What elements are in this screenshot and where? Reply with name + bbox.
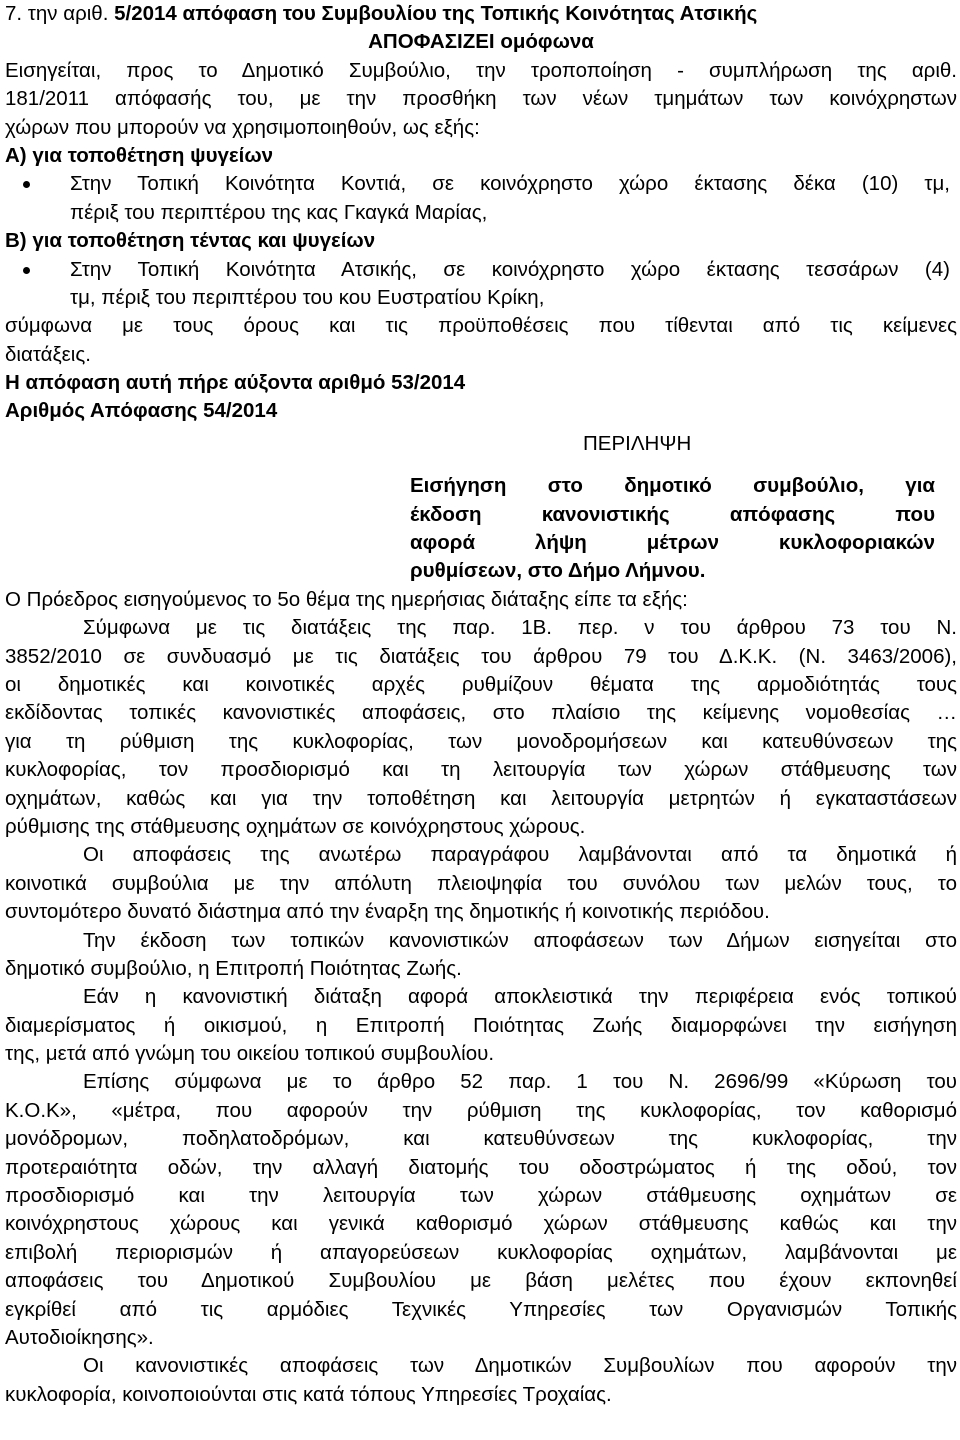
section-a-heading: Α) για τοποθέτηση ψυγείων bbox=[5, 143, 274, 167]
section-b-heading: Β) για τοποθέτηση τέντας και ψυγείων bbox=[5, 229, 376, 253]
text-line: Οι αποφάσεις της ανωτέρω παραγράφου λαμβάνονται από τα δημοτικά ή bbox=[83, 843, 957, 867]
text-line: Οι κανονιστικές αποφάσεις των Δημοτικών Συμβουλίων που αφορούν την bbox=[83, 1354, 957, 1378]
document-page bbox=[5, 0, 957, 1409]
text-line: δημοτικό συμβούλιο, η Επιτροπή Ποιότητας Ζωής. bbox=[5, 956, 462, 980]
text-line: Επίσης σύμφωνα με το άρθρο 52 παρ. 1 του Ν. 2696/99 «Κύρωση του bbox=[83, 1070, 957, 1094]
text-line: μονόδρομων, ποδηλατοδρόμων, και κατευθύνσεων της κυκλοφορίας, την bbox=[5, 1127, 957, 1151]
text-line: αποφάσεις του Δημοτικού Συμβουλίου με βάση μελέτες που έχουν εκπονηθεί bbox=[5, 1269, 957, 1293]
summary-block bbox=[410, 472, 935, 586]
bullet-icon bbox=[23, 181, 30, 188]
item-number: 7. την αριθ. bbox=[5, 2, 109, 25]
text-line: διατάξεις. bbox=[5, 342, 91, 366]
item-heading-text: 5/2014 απόφαση του Συμβουλίου της Τοπικής Κοινότητας Ατσικής bbox=[114, 2, 758, 25]
text-line: Αυτοδιοίκησης». bbox=[5, 1325, 154, 1349]
summary-title: ΠΕΡΙΛΗΨΗ bbox=[583, 431, 692, 455]
text-line: κυκλοφορία, κοινοποιούνται στις κατά τόπους Υπηρεσίες Τροχαίας. bbox=[5, 1382, 612, 1406]
text-line: προτεραιότητα οδών, την αλλαγή διατομής του οδοστρώματος ή της οδού, τον bbox=[5, 1155, 957, 1179]
text-line: 181/2011 απόφασής του, με την προσθήκη των νέων τμημάτων των κοινόχρηστων bbox=[5, 87, 957, 111]
text-line: κοινόχρηστους χώρους και γενικά καθορισμό χώρων στάθμευσης καθώς και την bbox=[5, 1212, 957, 1236]
text-line: Στην Τοπική Κοινότητα Κοντιά, σε κοινόχρηστο χώρο έκτασης δέκα (10) τμ, bbox=[70, 172, 950, 196]
text-line: Σύμφωνα με τις διατάξεις της παρ. 1Β. περ. ν του άρθρου 73 του Ν. bbox=[83, 616, 957, 640]
decision-number: Η απόφαση αυτή πήρε αύξοντα αριθμό 53/2014 bbox=[5, 371, 466, 395]
bullet-item-b bbox=[5, 256, 957, 313]
summary-line: αφορά λήψη μέτρων κυκλοφοριακών bbox=[410, 531, 935, 555]
text-line: οι δημοτικές και κοινοτικές αρχές ρυθμίζουν θέματα της αρμοδιότητάς τους bbox=[5, 672, 957, 696]
text-line: κοινοτικά συμβούλια με την απόλυτη πλειοψηφία του συνόλου των μελών τους, το bbox=[5, 871, 957, 895]
text-line: χώρων που μπορούν να χρησιμοποιηθούν, ως εξής: bbox=[5, 115, 480, 139]
bullet-icon bbox=[23, 267, 30, 274]
text-line: τμ, πέριξ του περιπτέρου του κου Ευστρατίου Κρίκη, bbox=[70, 285, 545, 309]
text-line: κυκλοφορίας, τον προσδιορισμό και τη λειτουργία των χώρων στάθμευσης των bbox=[5, 758, 957, 782]
summary-line: ρυθμίσεων, στο Δήμο Λήμνου. bbox=[410, 559, 706, 583]
text-line: σύμφωνα με τους όρους και τις προϋποθέσεις που τίθενται από τις κείμενες bbox=[5, 314, 957, 338]
text-line: εκδίδοντας τοπικές κανονιστικές αποφάσεις, στο πλαίσιο της κείμενης νομοθεσίας … bbox=[5, 701, 957, 725]
text-line: για τη ρύθμιση της κυκλοφορίας, των μονοδρομήσεων και κατευθύνσεων της bbox=[5, 729, 957, 753]
text-line: πέριξ του περιπτέρου της κας Γκαγκά Μαρίας, bbox=[70, 200, 488, 224]
decides-heading: ΑΠΟΦΑΣΙΖΕΙ ομόφωνα bbox=[368, 30, 594, 54]
text-line: οχημάτων, καθώς και για την τοποθέτηση και λειτουργία μετρητών ή εγκαταστάσεων bbox=[5, 786, 957, 810]
item-7-heading bbox=[5, 0, 957, 28]
text-line: Εάν η κανονιστική διάταξη αφορά αποκλειστικά την περιφέρεια ενός τοπικού bbox=[83, 985, 957, 1009]
bullet-item-a bbox=[5, 170, 957, 227]
summary-line: Εισήγηση στο δημοτικό συμβούλιο, για bbox=[410, 474, 935, 498]
text-line: της, μετά από γνώμη του οικείου τοπικού συμβουλίου. bbox=[5, 1042, 495, 1066]
text-line: επιβολή περιορισμών ή απαγορεύσεων κυκλοφορίας οχημάτων, λαμβάνονται με bbox=[5, 1240, 957, 1264]
text-line: προσδιορισμό και την λειτουργία των χώρων στάθμευσης οχημάτων σε bbox=[5, 1184, 957, 1208]
text-line: Κ.Ο.Κ», «μέτρα, που αφορούν την ρύθμιση της κυκλοφορίας, τον καθορισμό bbox=[5, 1098, 957, 1122]
text-line: διαμερίσματος ή οικισμού, η Επιτροπή Ποιότητας Ζωής διαμορφώνει την εισήγηση bbox=[5, 1013, 957, 1037]
text-line: Στην Τοπική Κοινότητα Ατσικής, σε κοινόχρηστο χώρο έκτασης τεσσάρων (4) bbox=[70, 257, 950, 281]
text-line: εγκρίθεί από τις αρμόδιες Τεχνικές Υπηρεσίες των Οργανισμών Τοπικής bbox=[5, 1297, 957, 1321]
text-line: ρύθμισης της στάθμευσης οχημάτων σε κοινόχρηστους χώρους. bbox=[5, 814, 586, 838]
next-decision-number: Αριθμός Απόφασης 54/2014 bbox=[5, 399, 278, 423]
text-line: 3852/2010 σε συνδυασμό με τις διατάξεις του άρθρου 79 του Δ.Κ.Κ. (Ν. 3463/2006), bbox=[5, 644, 957, 668]
intro-line: Ο Πρόεδρος εισηγούμενος το 5ο θέμα της ημερήσιας διάταξης είπε τα εξής: bbox=[5, 587, 688, 611]
text-line: Εισηγείται, προς το Δημοτικό Συμβούλιο, την τροποποίηση - συμπλήρωση της αριθ. bbox=[5, 58, 957, 82]
text-line: συντομότερο δυνατό διάστημα από την έναρξη της δημοτικής ή κοινοτικής περιόδου. bbox=[5, 900, 770, 924]
text-line: Την έκδοση των τοπικών κανονιστικών αποφάσεων των Δήμων εισηγείται στο bbox=[83, 928, 957, 952]
summary-line: έκδοση κανονιστικής απόφασης που bbox=[410, 502, 935, 526]
